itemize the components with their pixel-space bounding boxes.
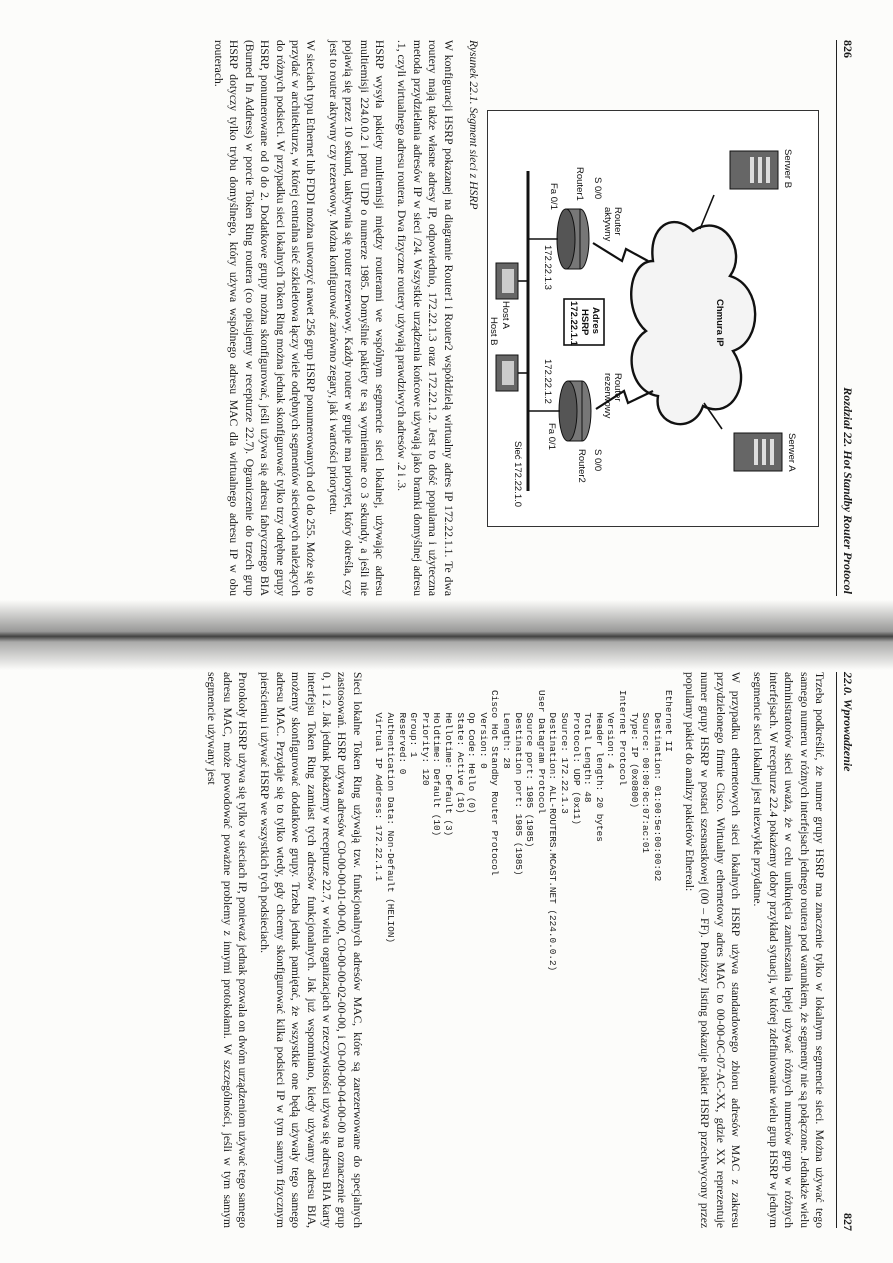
server-b-icon (730, 151, 778, 189)
left-page (0, 0, 893, 608)
right-paragraph-1: Trzeba podkreślić, że numer grupy HSRP ma znaczenie tylko w lokalnym segmencie sieci. Można używać tego samego numeru w różnych interfejsach jednego routera pod warunkiem, że segmenty nie są połączone. Jednakże wielu administratorów sieci uważa, że w celu uniknięcia zamieszania lepiej używać różnych numerów grup w różnych interfejsach. W recepturze 22.4 pokażemy dobry przykład sytuacji, w której zdefiniowanie wielu grup HSRP w jednym segmencie sieci lokalnej jest niezwykle przydatne. (751, 672, 826, 1228)
router2-ip-label: 172.22.1.2 (542, 359, 553, 404)
left-paragraph-3: W sieciach typu Ethernet lub FDDI można utworzyć nawet 256 grup HSRP ponumerowanych od 0 do 255. Może się to przydać w architekturze, w której centralna sieć szkieletowa łączy wiele odrębnych segmentów sieciowych należących do różnych podsieci. W przypadku sieci lokalnych Token Ring można jednak skonfigurować tylko trzy odrębne grupy HSRP, ponumerowane od 0 do 2. Dodatkowe grupy można skonfigurować, jeśli używa się adresu fabrycznego BIA (Burned In Address) w porcie Token Ring routera (co opisujemy w recepturze 22.7). Ograniczenie do trzech grup HSRP dotyczy tylko trybu domyślnego, który używa wspólnego adresu MAC dla wirtualnego adresu IP w obu routerach. (211, 40, 318, 596)
server-a-icon (734, 433, 782, 471)
diagram-graphics (488, 111, 818, 526)
router1-icon (557, 209, 589, 269)
router-active-label-2: aktywny (602, 207, 613, 242)
right-page (0, 660, 893, 1263)
router1-fa-label: Fa 0/1 (548, 183, 559, 210)
router2-serial-label: S 0/0 (592, 449, 603, 472)
host-b-label: Host B (488, 317, 499, 346)
left-paragraph-2: HSRP wysyła pakiety multiemisji między routerami we wspólnym segmencie sieci lokalnej, używając adresu multiemisji 224.0.0.2 i portu UDP o numerze 1985. Domyślnie pakiety te są wymieniane co 3 sekundy, a jeśli nie pojawią się przez 10 sekund, uaktywnia się router rezerwowy. Każdy router w grupie ma priorytet, który określa, czy jest to router aktywny czy rezerwowy. Można konfigurować zarówno zegary, jak i wartości priorytetu. (326, 40, 386, 596)
ip-cloud-icon (631, 222, 755, 424)
header-rule (836, 40, 837, 596)
wan-link-left (593, 243, 648, 261)
router2-fa-label: Fa 0/1 (546, 423, 557, 450)
right-paragraph-4: Protokoły HSRP używa się tylko w sieciach IP, ponieważ jednak pozwala on dwóm urządzeniom używać tego samego adresu MAC, może powodować poważne problemy z innymi protokołami. W szczególności, jeśli w tym samym segmencie używany jest (205, 672, 250, 1228)
server-b-label: Serwer B (782, 149, 793, 189)
router2-icon (559, 381, 591, 441)
hsrp-label-3: 172.22.1.1 (568, 301, 579, 346)
left-paragraph-1: W konfiguracji HSRP pokazanej na diagramie Router1 i Router2 współdzielą wirtualny adres IP 172.22.1.1. Te dwa routery mają także własne adresy IP, odpowiednio, 172.22.1.3 oraz 172.22.1.2. Jest to dość popularna i użyteczna metoda przydzielania adresów IP w sieci /24. Wszystkie urządzenia końcowe używają jako bramki domyślnej adresu .1, czyli wirtualnego adresu routera. Dwa fizyczne routery używają prawdziwych adresów .2 i .3. (395, 40, 455, 596)
router2-label: Router2 (576, 449, 587, 483)
server-a-label: Serwer A (786, 433, 797, 472)
hsrp-network-diagram (487, 110, 819, 527)
right-paragraph-2: W przypadku ethernetowych sieci lokalnych HSRP używa standardowego zbioru adresów MAC z zakresu przydzielonego firmie Cisco. Wirtualny ethernetowy adres MAC to 00-00-0C-07-AC-XX, gdzie XX reprezentuje numer grupy HSRP w postaci szesnastkowej (00 – FF). Poniższy listing pokazuje pakiet HSRP przechwycony przez popularny pakiet do analizy pakietów Ethereal: (682, 672, 742, 1228)
left-running-head: Rozdział 22. Hot Standby Router Protocol (841, 387, 855, 594)
router-standby-label-1: Router (612, 373, 623, 402)
host-a-label: Host A (500, 301, 511, 329)
host-a-icon (496, 263, 518, 299)
right-page-number: 827 (841, 1213, 855, 1231)
right-page-body (197, 672, 827, 1228)
router-active-label-1: Router (612, 207, 623, 236)
left-page-body (204, 40, 828, 596)
right-paragraph-3: Sieci lokalne Token Ring używają tzw. funkcjonalnych adresów MAC, które są zarezerwowane do specjalnych zastosowań. HSRP używa adresów C0-00-00-01-00-00, C0-00-00-02-00-00, i C0-00-00-04-00-00 na oznaczenie grup 0, 1 i 2. Jak jednak pokażemy w recepturze 22.7, w wielu organizacjach w rzeczywistości używa się adresu BIA karty interfejsu Token Ring zamiast tych adresów funkcjonalnych. Jak już wspomniano, kiedy używamy adresu BIA, możemy skonfigurować dodatkowe grupy. Trzeba jednak pamiętać, że wszystkie one będą używały tego samego adresu MAC. Przydaje się to tylko wtedy, gdy chcemy skonfigurować kilka podsieci IP w tym samym fizycznym pierścieniu i używać HSRP we wszystkich tych podsieciach. (258, 672, 364, 1228)
left-page-number: 826 (841, 40, 855, 58)
server-b-link (700, 195, 714, 229)
ethereal-packet-listing: Ethernet II Destination: 01:00:5e:00:00:02 Source: 00:00:0c:07:ac:01 Type: IP (0x0800) Internet Protocol Version: 4 Header length: 20 bytes Total Length: 48 Protocol: UDP (0x11) Source: 172.22.1.3 Destination: ALL-ROUTERS.MCAST.NET (224.0.0.2) User Datagram Protocol Source port: 1985 (1985) Destination port: 1985 (1985) Length: 28 Cisco Hot Standby Router Protocol Version: 0 Op Code: Hello (0) State: Active (16) Hellotime: Default (3) Holdtime: Default (10) Priority: 120 Group: 1 Reserved: 0 Authentication Data: Non-Default (HELION) Virtual IP Address: 172.22.1.1 (373, 690, 675, 972)
hsrp-label-2: HSRP (579, 309, 590, 336)
figure-caption: Rysunek 22.1. Segment sieci z HSRP (467, 40, 480, 210)
host-b-icon (496, 355, 518, 391)
router-standby-label-2: rezerwowy (602, 373, 613, 419)
network-label: Sieć 172.22.1.0 (512, 441, 523, 508)
router1-label: Router1 (574, 167, 585, 201)
router1-ip-label: 172.22.1.3 (542, 245, 553, 290)
cloud-label: Chmura IP (714, 299, 725, 347)
router1-serial-label: S 0/0 (592, 177, 603, 200)
hsrp-label-1: Adres (590, 307, 601, 334)
right-running-head: 22.0. Wprowadzenie (841, 672, 855, 772)
header-rule-right (836, 672, 837, 1228)
